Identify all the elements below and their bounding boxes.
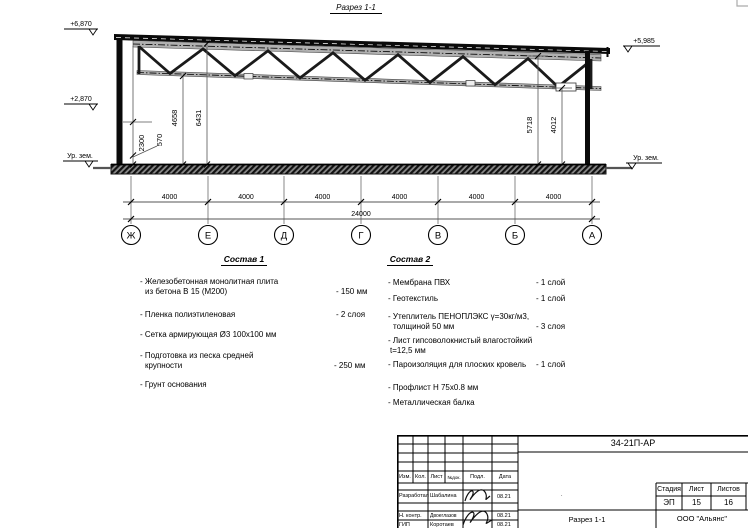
composition1-title: Состав 1 <box>221 254 267 266</box>
list-item: - Металлическая балка <box>388 398 475 407</box>
stage-header: Стадия <box>657 486 681 493</box>
svg-text:Г: Г <box>358 230 364 242</box>
svg-text:2300: 2300 <box>137 134 146 152</box>
dimension-4012 <box>549 85 572 168</box>
sheet-count: 16 <box>724 498 733 507</box>
list-item: - Пароизоляция для плоских кровель - 1 слой <box>388 360 566 369</box>
list-item: - Подготовка из песка средней крупности - 250 мм <box>140 351 366 370</box>
svg-text:+5,985: +5,985 <box>633 38 655 45</box>
svg-text:А: А <box>588 230 596 242</box>
truss-plate <box>244 74 253 80</box>
document-number: 34-21П-АР <box>610 438 656 448</box>
svg-text:6431: 6431 <box>194 109 203 127</box>
stage-header: Листов <box>717 486 740 493</box>
axis-bubbles <box>122 226 602 245</box>
svg-text:4000: 4000 <box>391 194 408 201</box>
section-drawing <box>0 0 748 260</box>
svg-text:Ж: Ж <box>126 230 136 242</box>
svg-text:4012: 4012 <box>549 116 558 134</box>
list-item: - Утеплитель ПЕНОПЛЭКС γ=30кг/м3, толщиной 50 мм - 3 слоя <box>388 312 566 331</box>
right-column <box>585 51 590 166</box>
sign-role: Разработал <box>399 493 429 499</box>
elevation-mark-mid-left <box>64 96 98 110</box>
column-header: Лист <box>430 474 443 480</box>
dimension-5718 <box>525 53 548 168</box>
column-header: №док. <box>447 475 461 480</box>
elevation-symbol <box>624 46 632 52</box>
svg-text:4658: 4658 <box>170 109 179 127</box>
column-header: Изм. <box>399 474 411 480</box>
list-item: - Пленка полиэтиленовая - 2 слоя <box>140 310 366 319</box>
sign-name: Шабалина <box>430 493 457 499</box>
dimension-570 <box>130 134 164 159</box>
stray-dot: . <box>561 492 563 498</box>
column-header: Кол. <box>415 474 426 480</box>
truss-support-detail <box>556 83 576 91</box>
elevation-symbol <box>89 104 97 110</box>
list-item: - Профлист Н 75х0.8 мм <box>388 383 479 392</box>
column-header: Дата <box>498 474 512 480</box>
svg-text:Б: Б <box>511 230 519 242</box>
elevation-mark-ground-left <box>63 153 98 167</box>
sign-name: Двоеглазов <box>430 512 457 519</box>
sheet-title: Разрез 1-1 <box>568 515 606 524</box>
stage-header: Лист <box>688 486 705 493</box>
stage-value: ЭП <box>663 498 675 507</box>
svg-text:Ур. зем.: Ур. зем. <box>633 155 659 162</box>
title-block <box>397 435 748 528</box>
svg-text:В: В <box>434 230 442 242</box>
svg-text:5718: 5718 <box>525 116 534 134</box>
adjacent-frame-corner <box>737 0 748 6</box>
sign-name: Коротаев <box>430 521 454 528</box>
dimension-chain-bottom <box>123 176 600 224</box>
dimension-4658 <box>170 73 186 168</box>
floor-slab <box>93 165 632 175</box>
elevation-mark-top-left <box>64 21 98 35</box>
sign-date: 08.21 <box>497 494 511 500</box>
svg-text:Ур. зем.: Ур. зем. <box>67 153 93 160</box>
sign-date: 08.21 <box>497 513 511 519</box>
sign-role: ГИП <box>399 521 410 528</box>
list-item: - Грунт основания <box>140 380 207 389</box>
composition2-title: Состав 2 <box>387 254 433 266</box>
elevation-symbol <box>85 161 93 167</box>
composition-list-2 <box>388 278 578 410</box>
list-item: - Мембрана ПВХ - 1 слой <box>388 278 566 287</box>
svg-text:4000: 4000 <box>545 194 562 201</box>
company-name: ООО "Альянс" <box>676 514 728 523</box>
column-header: Подл. <box>470 474 485 480</box>
svg-text:+2,870: +2,870 <box>70 96 92 103</box>
svg-text:4000: 4000 <box>238 194 254 201</box>
svg-text:+6,870: +6,870 <box>70 21 92 28</box>
list-item: - Геотекстиль - 1 слой <box>388 294 566 303</box>
signature-scribble <box>463 511 492 525</box>
truss-plate <box>466 81 475 87</box>
left-column <box>117 38 123 166</box>
section-title: Разрез 1-1 <box>330 3 382 14</box>
elevation-mark-top-right <box>623 38 660 52</box>
sign-date: 08.21 <box>497 522 511 528</box>
svg-text:4000: 4000 <box>161 194 178 201</box>
sign-role: Н. контр. <box>399 512 422 519</box>
svg-text:4000: 4000 <box>468 194 485 201</box>
composition-list-1 <box>140 277 380 395</box>
svg-text:Д: Д <box>280 230 288 242</box>
svg-text:570: 570 <box>155 133 164 147</box>
dimension-6431 <box>194 41 210 168</box>
signature-scribble <box>465 490 490 501</box>
list-item: - Сетка армирующая Ø3 100х100 мм <box>140 330 277 339</box>
svg-text:4000: 4000 <box>314 194 331 201</box>
elevation-symbol <box>89 29 97 35</box>
sheet-number: 15 <box>692 498 701 507</box>
svg-text:24000: 24000 <box>351 211 371 218</box>
list-item: - Железобетонная монолитная плита из бетона В 15 (М200) - 150 мм <box>140 277 368 296</box>
list-item: - Лист гипсоволокнистый влагостойкий t=12,5 мм <box>388 336 533 355</box>
svg-text:Е: Е <box>204 230 212 242</box>
dimension-2300 <box>123 46 152 168</box>
